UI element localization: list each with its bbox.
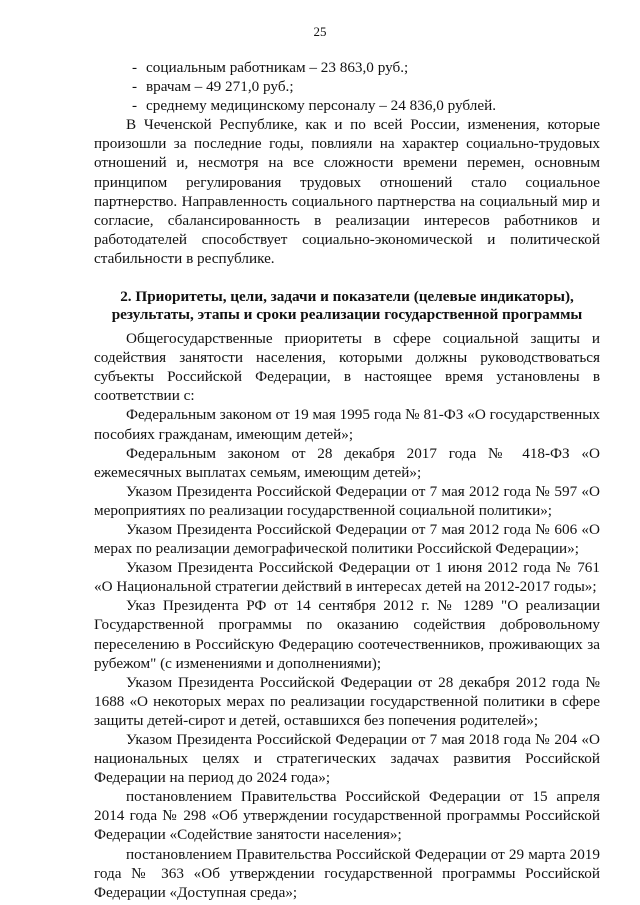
page-content	[94, 58, 600, 902]
paragraph: Указом Президента Российской Федерации от 7 мая 2012 года № 597 «О мероприятиях по реализации государственной социальной политики»;	[94, 482, 600, 519]
paragraph: Общегосударственные приоритеты в сфере социальной защиты и содействия занятости населения, которыми должны руководствоваться субъекты Российской Федерации, в настоящее время установлены в соответствии с:	[94, 330, 600, 405]
list-item	[94, 96, 600, 115]
section-heading	[94, 288, 600, 323]
paragraph: Указ Президента РФ от 14 сентября 2012 г. № 1289 "О реализации Государственной программы по оказанию содействия добровольному переселению в Российскую Федерацию соотечественников, проживающих за рубежом" (с изменениями и дополнениями);	[94, 597, 600, 672]
paragraph: постановлением Правительства Российской Федерации от 29 марта 2019 года № 363 «Об утверждении государственной программы Российской Федерации «Доступная среда»;	[94, 845, 600, 901]
paragraph: Указом Президента Российской Федерации от 28 декабря 2012 года № 1688 «О некоторых мерах по реализации государственной политики в сфере защиты детей-сирот и детей, оставшихся без попечения родителей»;	[94, 673, 600, 729]
list-item-text: врачам – 49 271,0 руб.;	[146, 78, 294, 96]
list-item-text: среднему медицинскому персоналу – 24 836,0 рублей.	[146, 97, 497, 115]
list-item	[94, 58, 600, 77]
section-heading-line: 2. Приоритеты, цели, задачи и показатели (целевые индикаторы),	[120, 288, 574, 306]
dash-bullet: -	[132, 78, 138, 96]
dash-bullet: -	[132, 97, 138, 115]
list-item-text: социальным работникам – 23 863,0 руб.;	[146, 59, 409, 76]
paragraph: постановлением Правительства Российской Федерации от 15 апреля 2014 года № 298 «Об утверждении государственной программы Российской Федерации «Содействие занятости населения»;	[94, 788, 600, 844]
paragraph: Указом Президента Российской Федерации от 7 мая 2012 года № 606 «О мерах по реализации демографической политики Российской Федерации»;	[94, 520, 600, 558]
paragraph: Указом Президента Российской Федерации от 7 мая 2018 года № 204 «О национальных целях и стратегических задачах развития Российской Федерации на период до 2024 года»;	[94, 731, 600, 787]
page-number: 25	[313, 24, 327, 39]
section-heading-line: результаты, этапы и сроки реализации государственной программы	[111, 305, 583, 323]
dash-bullet: -	[132, 59, 138, 76]
intro-paragraph: В Чеченской Республике, как и по всей России, изменения, которые произошли за последние годы, повлияли на характер социально-трудовых отношений и, несмотря на все сложности времени перемен, основным принципом регулирования трудовых отношений стало социальное партнерство. Направленность социального партнерства на социальный мир и согласие, сбалансированность в реализации интересов работников и работодателей способствует социально-экономической и политической стабильности в республике.	[94, 116, 600, 267]
paragraph: Федеральным законом от 19 мая 1995 года № 81-ФЗ «О государственных пособиях гражданам, имеющим детей»;	[94, 406, 600, 443]
list-item	[94, 77, 600, 96]
paragraph: Федеральным законом от 28 декабря 2017 года № 418-ФЗ «О ежемесячных выплатах семьям, имеющим детей»;	[94, 444, 600, 481]
paragraph: Указом Президента Российской Федерации от 1 июня 2012 года № 761 «О Национальной стратегии действий в интересах детей на 2012-2017 годы»;	[94, 559, 600, 596]
